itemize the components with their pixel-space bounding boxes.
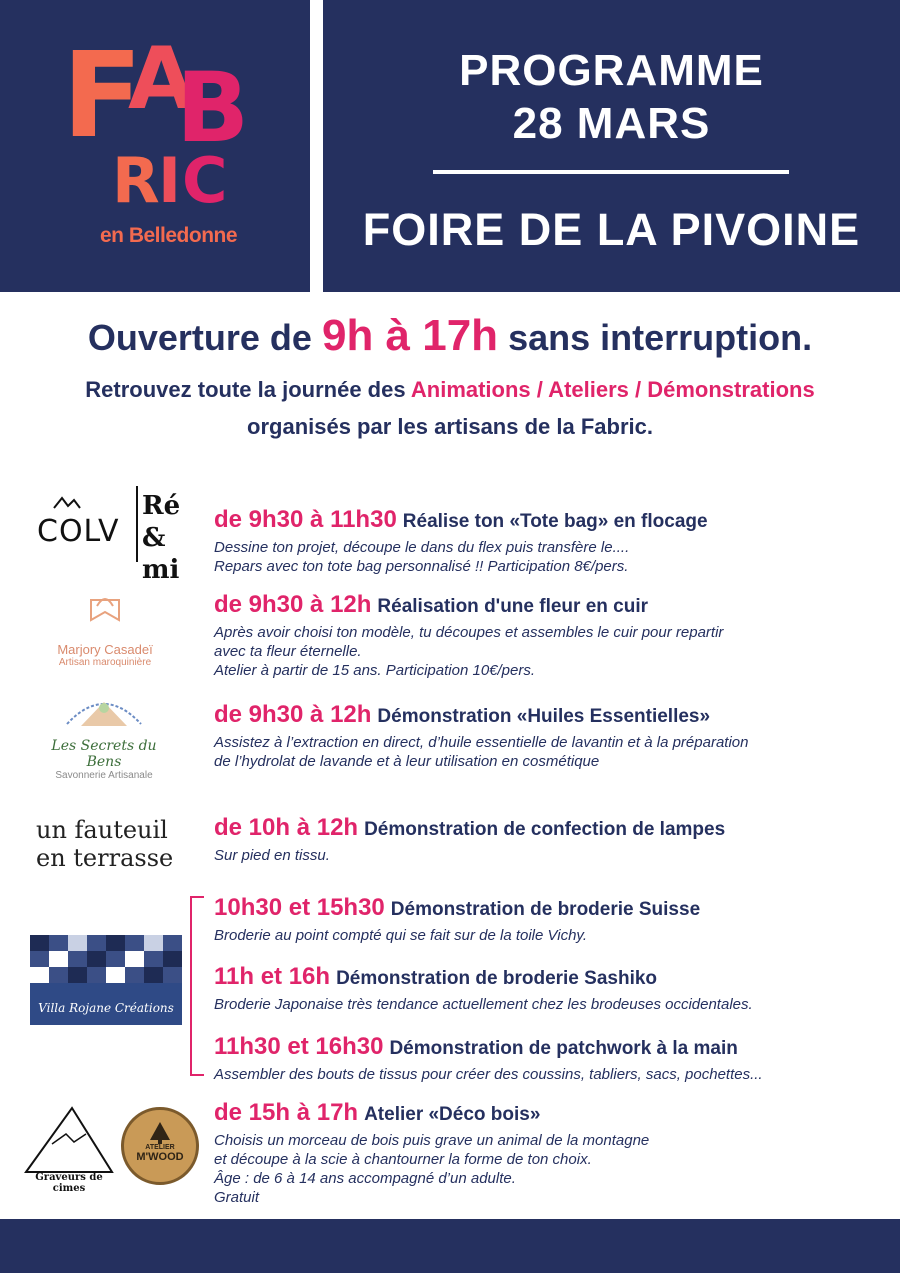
opening-hours-highlight: 9h à 17h	[321, 311, 499, 360]
item-title: Démonstration de broderie Suisse	[390, 899, 701, 920]
villa-rojane-name: Villa Rojane Créations	[38, 1001, 174, 1015]
item-title: Réalisation d'une fleur en cuir	[377, 596, 648, 617]
item-time: de 15h à 17h	[214, 1099, 359, 1126]
item-time: 11h30 et 16h30	[214, 1033, 384, 1060]
programme-label: PROGRAMME	[459, 46, 764, 95]
fauteuil-name: un fauteuil en terrasse	[36, 816, 174, 872]
schedule-item	[214, 813, 890, 865]
item-time: 11h et 16h	[214, 963, 331, 990]
graveurs-de-cimes-logo	[22, 1104, 116, 1194]
group-bracket	[190, 896, 204, 1076]
schedule-item	[214, 505, 890, 576]
event-date: 28 MARS	[512, 99, 711, 148]
item-description: Assembler des bouts de tissus pour créer des coussins, tabliers, sacs, pochettes...	[214, 1066, 763, 1083]
item-title: Atelier «Déco bois»	[364, 1104, 541, 1125]
mwood-atelier: ATELIER	[145, 1144, 175, 1151]
marjory-tagline: Artisan maroquinière	[58, 657, 152, 668]
footer-band	[0, 1219, 900, 1273]
secrets-tagline: Savonnerie Artisanale	[55, 770, 153, 781]
item-title: Démonstration «Huiles Essentielles»	[377, 706, 711, 727]
logo-panel	[0, 0, 310, 292]
colv-logo	[34, 494, 124, 550]
colv-name: COLV	[37, 514, 120, 549]
item-description: Dessine ton projet, découpe le dans du flex puis transfère le.... Repars avec ton tote bag personnalisé !! Participation 8€/pers.	[214, 539, 630, 575]
intro-before: Retrouvez toute la journée des	[85, 377, 406, 402]
patchwork-icon	[30, 935, 182, 983]
intro-highlight: Animations / Ateliers / Démonstrations	[410, 377, 815, 402]
item-description: Choisis un morceau de bois puis grave un animal de la montagne et découpe à la scie à chantourner la forme de ton choix. Âge : de 6 à 14 ans accompagné d’un adulte. Gratuit	[214, 1132, 650, 1206]
item-description: Assistez à l’extraction en direct, d’huile essentielle de lavantin et à la préparation de l’hydrolat de lavande et à leur utilisation en cosmétique	[214, 734, 749, 770]
item-time: de 9h30 à 12h	[214, 591, 372, 618]
secrets-name: Les Secrets du Bens	[51, 738, 157, 770]
marjory-logo	[50, 588, 160, 672]
schedule-item	[214, 962, 890, 1014]
title-panel	[323, 0, 900, 292]
marjory-name: Marjory Casadeï	[57, 642, 153, 657]
item-time: 10h30 et 15h30	[214, 894, 385, 921]
intro-line-1	[0, 374, 900, 406]
title-divider	[433, 170, 789, 174]
item-time: de 9h30 à 11h30	[214, 506, 397, 533]
item-description: Broderie Japonaise très tendance actuellement chez les brodeuses occidentales.	[214, 996, 753, 1013]
logo-letter-a: A	[128, 29, 195, 129]
opening-before: Ouverture de	[87, 317, 312, 358]
mwood-logo	[121, 1107, 199, 1185]
remi-logo	[136, 486, 186, 585]
logo-letter-c: C	[182, 144, 228, 217]
logo-subtitle: en Belledonne	[100, 224, 238, 247]
item-title: Démonstration de broderie Sashiko	[336, 968, 658, 989]
mwood-name: M'WOOD	[136, 1151, 184, 1163]
schedule-item	[214, 1098, 890, 1207]
secrets-du-bens-logo	[36, 684, 172, 780]
schedule-item	[214, 590, 890, 680]
opening-hours	[0, 312, 900, 362]
mountain-peak-icon	[22, 1104, 116, 1174]
logo-letter-r: R	[112, 144, 160, 217]
item-title: Réalise ton «Tote bag» en flocage	[402, 511, 708, 532]
leather-flower-icon	[85, 588, 125, 628]
schedule-item	[214, 700, 890, 771]
remi-name: Ré&mi	[142, 491, 181, 585]
item-description: Broderie au point compté qui se fait sur de la toile Vichy.	[214, 927, 587, 944]
opening-after: sans interruption.	[508, 317, 813, 358]
intro-line-2: organisés par les artisans de la Fabric.	[247, 414, 653, 439]
mountain-flower-icon	[59, 684, 149, 732]
schedule-item	[214, 893, 890, 945]
logo-letter-i: I	[158, 144, 182, 217]
graveurs-name: Graveurs de cimes	[35, 1172, 103, 1194]
logo-letter-f: F	[62, 26, 143, 164]
schedule-item	[214, 1032, 890, 1084]
item-title: Démonstration de patchwork à la main	[389, 1038, 738, 1059]
item-title: Démonstration de confection de lampes	[364, 819, 726, 840]
villa-rojane-logo	[30, 935, 182, 1025]
event-title: FOIRE DE LA PIVOINE	[362, 204, 861, 255]
item-description: Sur pied en tissu.	[214, 847, 330, 864]
item-time: de 9h30 à 12h	[214, 701, 372, 728]
tree-icon	[148, 1122, 172, 1144]
fauteuil-logo	[36, 806, 186, 882]
item-description: Après avoir choisi ton modèle, tu découpes et assembles le cuir pour repartir avec ta fleur éternelle. Atelier à partir de 15 ans. Participation 10€/pers.	[214, 624, 724, 679]
logo-letter-b: B	[176, 52, 250, 164]
item-time: de 10h à 12h	[214, 814, 359, 841]
